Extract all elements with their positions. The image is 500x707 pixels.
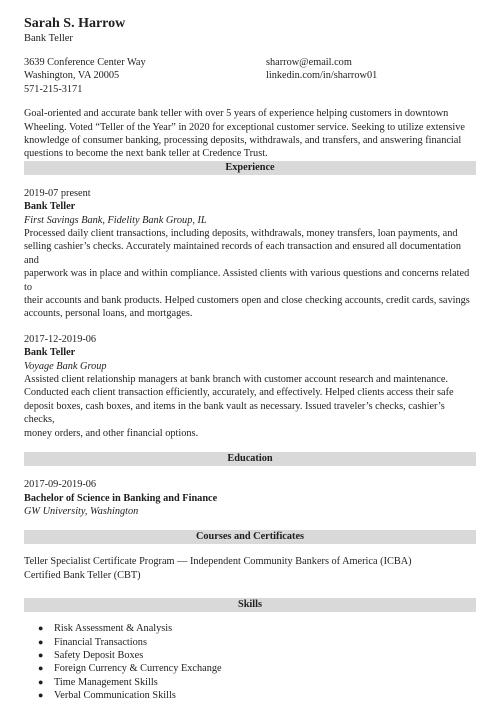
entry-description-line: accounts, personal loans, and mortgages. bbox=[24, 308, 193, 320]
skill-label: Time Management Skills bbox=[54, 676, 158, 688]
summary-line: questions to become the next bank teller at Credence Trust. bbox=[24, 148, 268, 160]
bullet-icon: ● bbox=[38, 649, 44, 660]
course-item: Certified Bank Teller (CBT) bbox=[24, 569, 141, 581]
skills-list bbox=[24, 622, 476, 702]
summary-line: Goal-oriented and accurate bank teller with over 5 years of experience helping customers in downtown bbox=[24, 108, 449, 120]
entry-description-line: money orders, and other financial options. bbox=[24, 427, 199, 439]
candidate-role: Bank Teller bbox=[24, 33, 73, 44]
skill-label: Risk Assessment & Analysis bbox=[54, 623, 173, 635]
candidate-name: Sarah S. Harrow bbox=[24, 16, 126, 31]
education-entry bbox=[24, 478, 476, 518]
summary-line: Wheeling. Voted “Teller of the Year” in 2020 for exceptional customer service. Seeking to utilize extensive bbox=[24, 121, 465, 133]
summary-paragraph bbox=[24, 107, 476, 161]
entry-title: Bank Teller bbox=[24, 201, 76, 213]
entry-description-line: Conducted each client transaction efficiently, accurately, and effectively. Helped clients access their safe bbox=[24, 387, 454, 399]
skill-label: Verbal Communication Skills bbox=[54, 690, 176, 702]
skill-item bbox=[24, 676, 476, 689]
skill-item bbox=[24, 622, 476, 635]
bullet-icon: ● bbox=[38, 636, 44, 647]
entry-organization: Voyage Bank Group bbox=[24, 360, 107, 372]
bullet-icon: ● bbox=[38, 676, 44, 687]
contact-left-column bbox=[24, 56, 266, 96]
email-address: sharrow@email.com bbox=[266, 57, 352, 68]
entry-dates: 2019-07 present bbox=[24, 187, 91, 199]
section-header-education: Education bbox=[24, 452, 476, 466]
courses-list bbox=[24, 555, 476, 582]
linkedin-url: linkedin.com/in/sharrow01 bbox=[266, 70, 378, 82]
contact-right-column bbox=[266, 56, 476, 96]
entry-organization: GW University, Washington bbox=[24, 505, 139, 517]
section-header-courses: Courses and Certificates bbox=[24, 530, 476, 544]
skill-item bbox=[24, 662, 476, 675]
entry-description-line: Assisted client relationship managers at bank branch with customer account research and maintenance. bbox=[24, 374, 449, 386]
entry-dates: 2017-09-2019-06 bbox=[24, 479, 97, 491]
skill-item bbox=[24, 689, 476, 702]
course-item: Teller Specialist Certificate Program — Independent Community Bankers of America (ICBA) bbox=[24, 556, 412, 568]
bullet-icon: ● bbox=[38, 690, 44, 701]
entry-title: Bachelor of Science in Banking and Finance bbox=[24, 492, 218, 504]
entry-dates: 2017-12-2019-06 bbox=[24, 333, 97, 345]
entry-description-line: deposit boxes, cash boxes, and items in the bank vault as necessary. Issued traveler’s checks, cashier’s checks, bbox=[24, 400, 445, 426]
address-line-1: 3639 Conference Center Way bbox=[24, 57, 146, 68]
experience-entry bbox=[24, 333, 476, 440]
entry-description-line: Processed daily client transactions, including deposits, withdrawals, money transfers, loan payments, and bbox=[24, 228, 458, 240]
contact-block bbox=[24, 56, 476, 96]
entry-description-line: selling cashier’s checks. Accurately maintained records of each transaction and ensured all documentation and bbox=[24, 241, 461, 266]
entry-description-line: paperwork was in place and within compliance. Assisted clients with various questions and concerns related to bbox=[24, 268, 470, 293]
skill-item bbox=[24, 636, 476, 649]
section-header-experience: Experience bbox=[24, 161, 476, 175]
entry-description-line: their accounts and bank products. Helped customers open and close checking accounts, credit cards, savings bbox=[24, 295, 470, 307]
phone-number: 571-215-3171 bbox=[24, 83, 83, 95]
skill-label: Safety Deposit Boxes bbox=[54, 649, 144, 661]
entry-organization: First Savings Bank, Fidelity Bank Group, IL bbox=[24, 214, 207, 226]
bullet-icon: ● bbox=[38, 623, 44, 634]
experience-entry bbox=[24, 187, 476, 321]
summary-line: knowledge of consumer banking, processing deposits, withdrawals, and transfers, and answering financial bbox=[24, 134, 462, 146]
skill-item bbox=[24, 649, 476, 662]
bullet-icon: ● bbox=[38, 663, 44, 674]
section-header-skills: Skills bbox=[24, 598, 476, 612]
skill-label: Foreign Currency & Currency Exchange bbox=[54, 663, 222, 675]
skill-label: Financial Transactions bbox=[54, 636, 147, 648]
address-line-2: Washington, VA 20005 bbox=[24, 70, 120, 82]
entry-title: Bank Teller bbox=[24, 347, 76, 359]
